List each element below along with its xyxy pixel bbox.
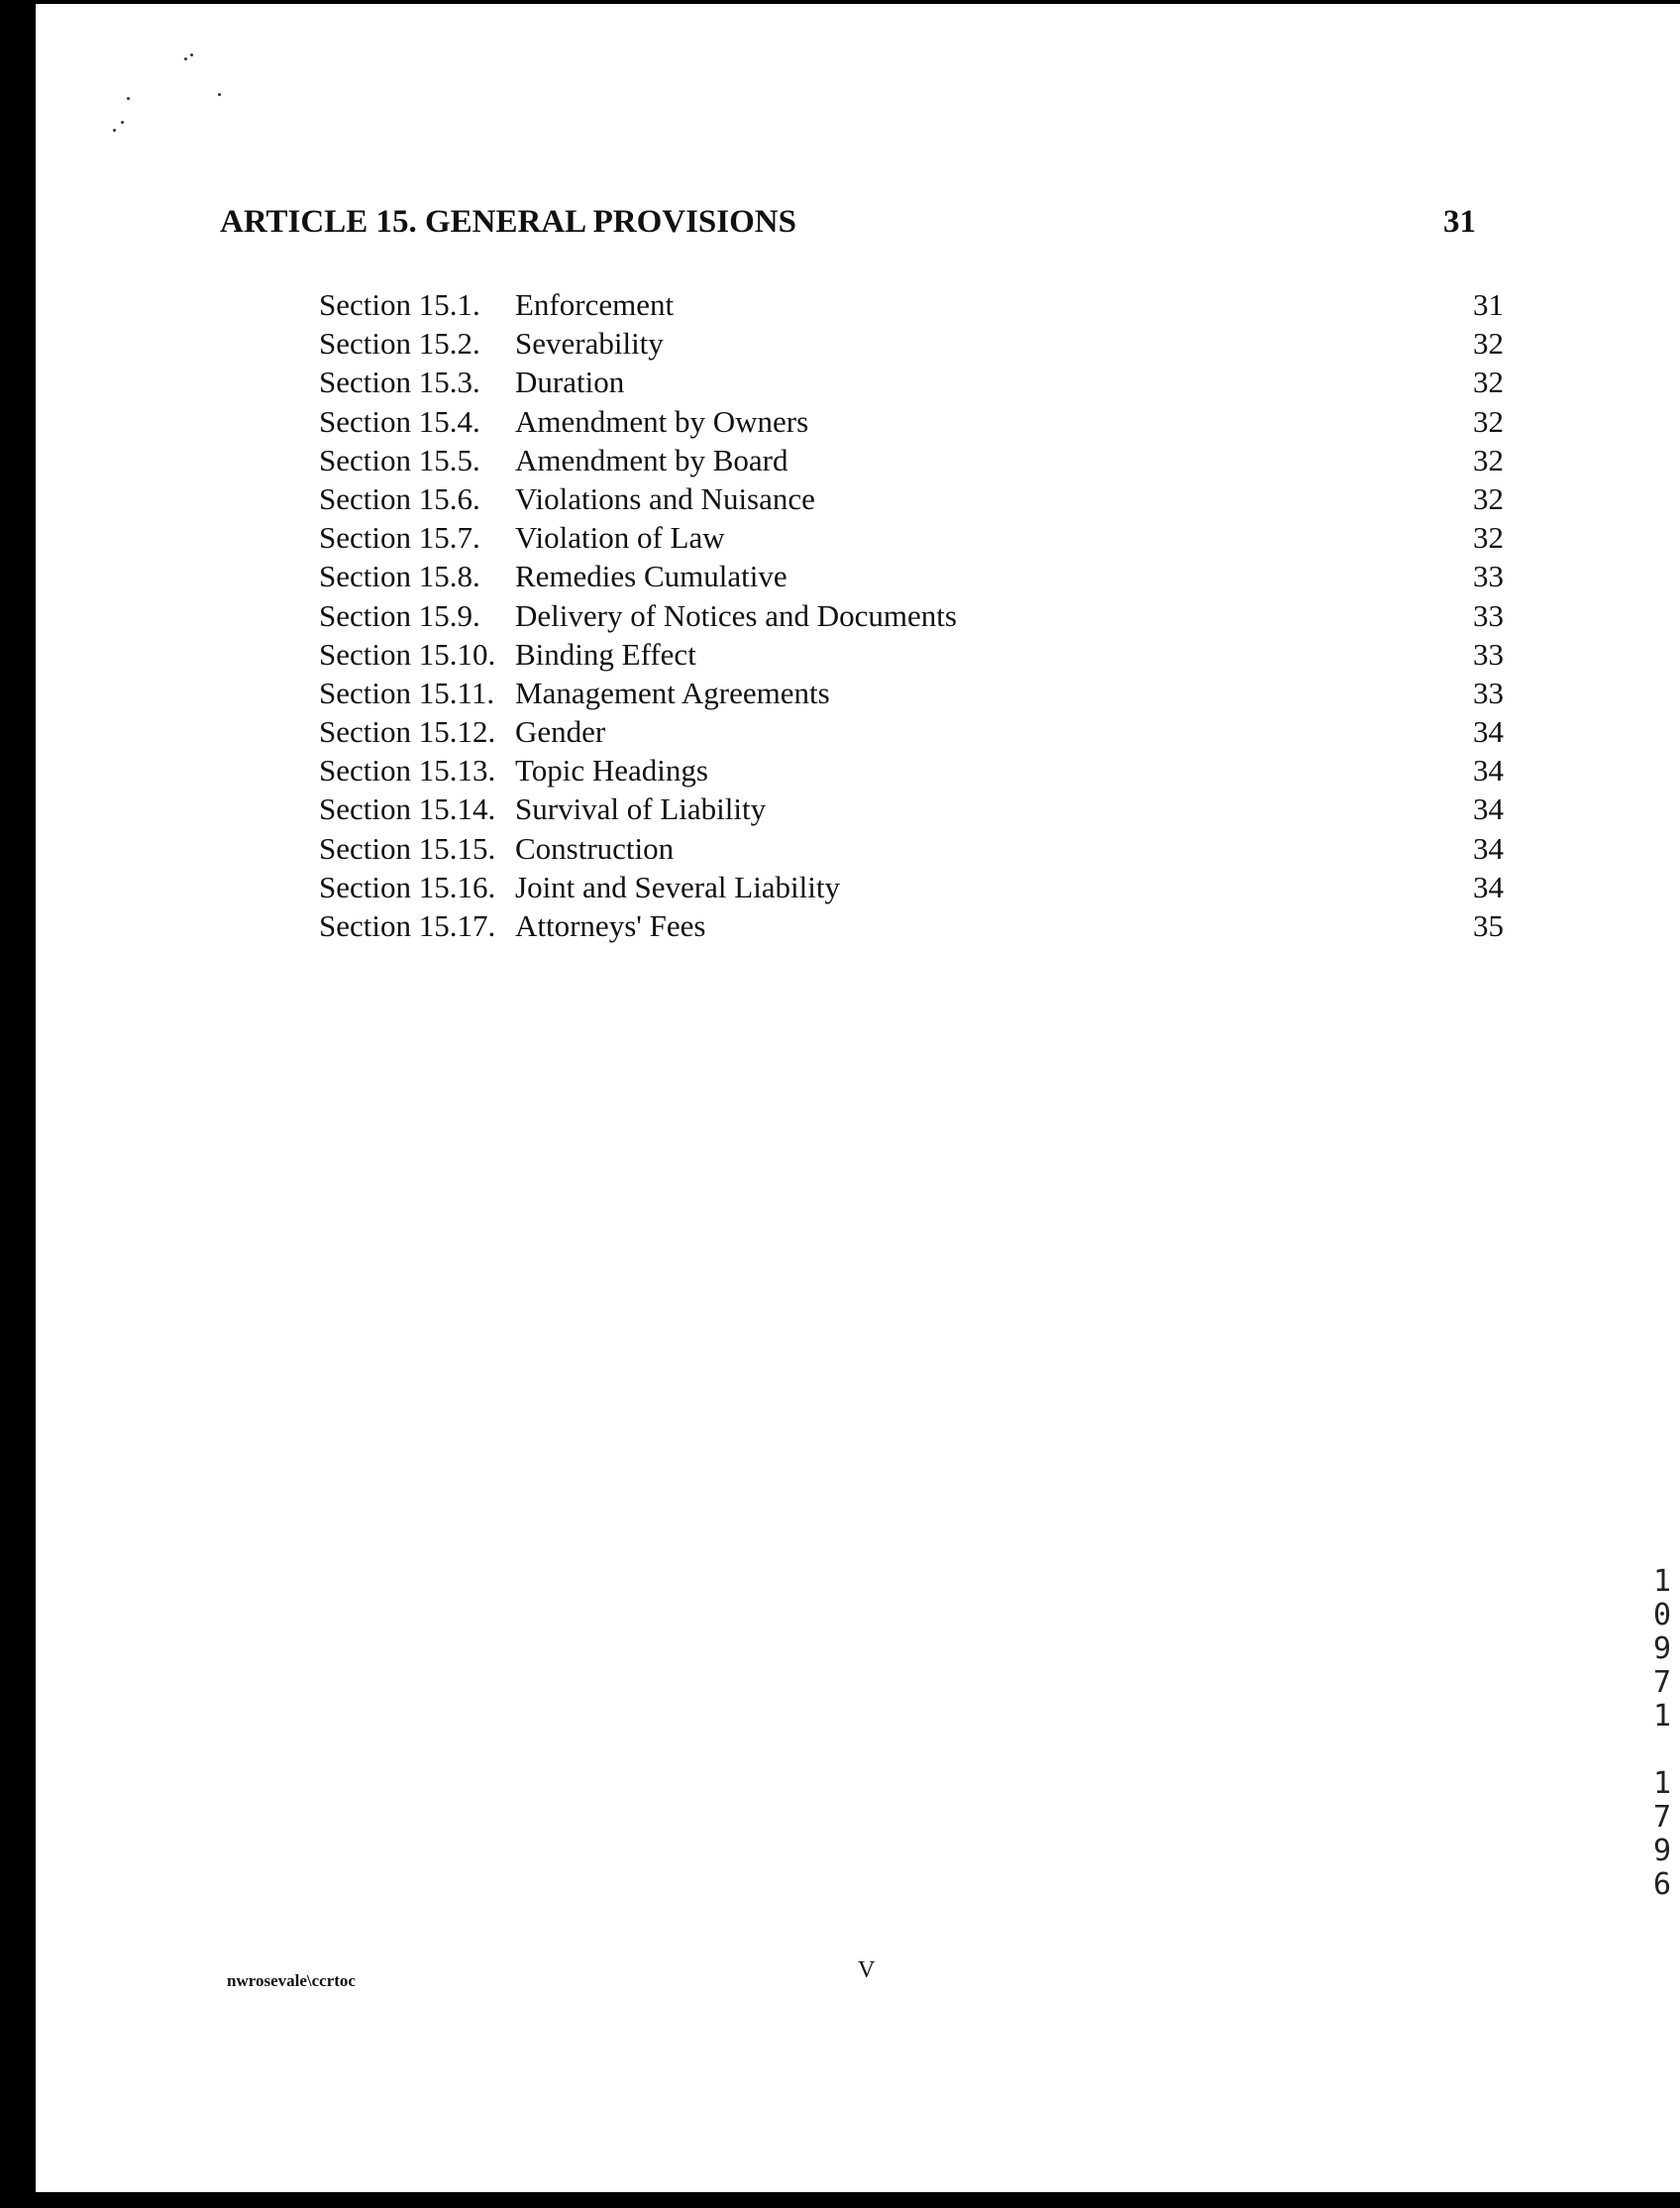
section-page-number: 33 (1473, 636, 1504, 672)
section-page-number: 33 (1473, 597, 1504, 633)
section-title: Severability (515, 326, 664, 362)
scan-speck (113, 129, 116, 132)
section-title: Attorneys' Fees (515, 908, 706, 943)
toc-item (319, 868, 1504, 906)
section-number: Section 15.8. (319, 559, 480, 594)
scan-speck (184, 57, 187, 60)
toc-item (319, 751, 1504, 789)
section-title: Topic Headings (515, 753, 708, 789)
section-title: Violations and Nuisance (515, 480, 815, 516)
toc-item (319, 441, 1504, 479)
section-page-number: 32 (1473, 480, 1504, 516)
section-number: Section 15.12. (319, 714, 496, 750)
toc-item (319, 906, 1504, 945)
section-page-number: 31 (1473, 287, 1504, 322)
footer-file-path: nwrosevale\ccrtoc (227, 1971, 356, 1990)
section-number: Section 15.10. (319, 636, 496, 672)
scan-edge-left (0, 0, 36, 2208)
section-page-number: 32 (1473, 365, 1504, 400)
section-page-number: 34 (1473, 869, 1504, 904)
scan-speck (190, 53, 193, 56)
toc-item (319, 402, 1504, 441)
toc-item (319, 557, 1504, 595)
scan-speck (218, 93, 221, 96)
article-page-number: 31 (1443, 204, 1476, 240)
section-title: Delivery of Notices and Documents (515, 597, 957, 633)
section-number: Section 15.4. (319, 403, 480, 439)
section-number: Section 15.11. (319, 675, 495, 710)
bates-digit: 7 (1652, 1665, 1672, 1700)
section-title: Gender (515, 714, 606, 750)
bates-digit: 1 (1652, 1766, 1672, 1801)
section-number: Section 15.14. (319, 791, 496, 827)
section-page-number: 32 (1473, 403, 1504, 439)
section-title: Violation of Law (515, 520, 725, 556)
bates-number (1648, 1565, 1676, 1902)
section-number: Section 15.6. (319, 480, 480, 516)
section-page-number: 34 (1473, 791, 1504, 827)
section-page-number: 35 (1473, 908, 1504, 943)
section-number: Section 15.1. (319, 287, 480, 322)
section-page-number: 34 (1473, 830, 1504, 866)
scan-speck (121, 121, 124, 124)
article-heading-row (220, 204, 1504, 250)
toc-item (319, 363, 1504, 401)
toc-item (319, 635, 1504, 674)
bates-digit: 0 (1652, 1598, 1672, 1632)
section-page-number: 34 (1473, 753, 1504, 789)
section-title: Binding Effect (515, 636, 696, 672)
section-number: Section 15.7. (319, 520, 480, 556)
footer-page-number: V (858, 1957, 876, 1983)
section-number: Section 15.17. (319, 908, 496, 943)
toc-item (319, 596, 1504, 635)
section-title: Construction (515, 830, 675, 866)
bates-digit: 1 (1652, 1699, 1672, 1734)
toc-item (319, 285, 1504, 324)
bates-digit: 9 (1652, 1834, 1672, 1868)
toc-item (319, 479, 1504, 518)
article-title: ARTICLE 15. GENERAL PROVISIONS (220, 204, 796, 240)
bates-digit: 9 (1652, 1631, 1672, 1666)
section-title: Enforcement (515, 287, 675, 322)
section-number: Section 15.9. (319, 597, 480, 633)
toc-item (319, 674, 1504, 712)
section-number: Section 15.3. (319, 365, 480, 400)
section-number: Section 15.2. (319, 326, 480, 362)
section-title: Amendment by Board (515, 442, 788, 477)
toc-item (319, 324, 1504, 363)
section-page-number: 32 (1473, 326, 1504, 362)
toc-item (319, 789, 1504, 828)
section-title: Management Agreements (515, 675, 830, 710)
bates-digit: 6 (1652, 1867, 1672, 1902)
toc-item (319, 712, 1504, 751)
scan-speck (127, 97, 130, 100)
section-number: Section 15.15. (319, 830, 496, 866)
scan-edge-bottom (0, 2192, 1680, 2208)
section-page-number: 33 (1473, 675, 1504, 710)
section-number: Section 15.16. (319, 869, 496, 904)
section-title: Remedies Cumulative (515, 559, 788, 594)
section-page-number: 32 (1473, 520, 1504, 556)
bates-digit: 1 (1652, 1564, 1672, 1599)
toc-item (319, 518, 1504, 557)
section-number: Section 15.5. (319, 442, 480, 477)
toc-item (319, 829, 1504, 868)
section-title: Survival of Liability (515, 791, 767, 827)
scan-edge-top (0, 0, 1680, 4)
bates-digit: 7 (1652, 1800, 1672, 1835)
bates-spacer (1648, 1734, 1676, 1767)
section-page-number: 34 (1473, 714, 1504, 750)
toc-section-list (319, 285, 1504, 945)
section-title: Joint and Several Liability (515, 869, 841, 904)
section-page-number: 33 (1473, 559, 1504, 594)
section-number: Section 15.13. (319, 753, 496, 789)
section-page-number: 32 (1473, 442, 1504, 477)
section-title: Duration (515, 365, 625, 400)
section-title: Amendment by Owners (515, 403, 809, 439)
